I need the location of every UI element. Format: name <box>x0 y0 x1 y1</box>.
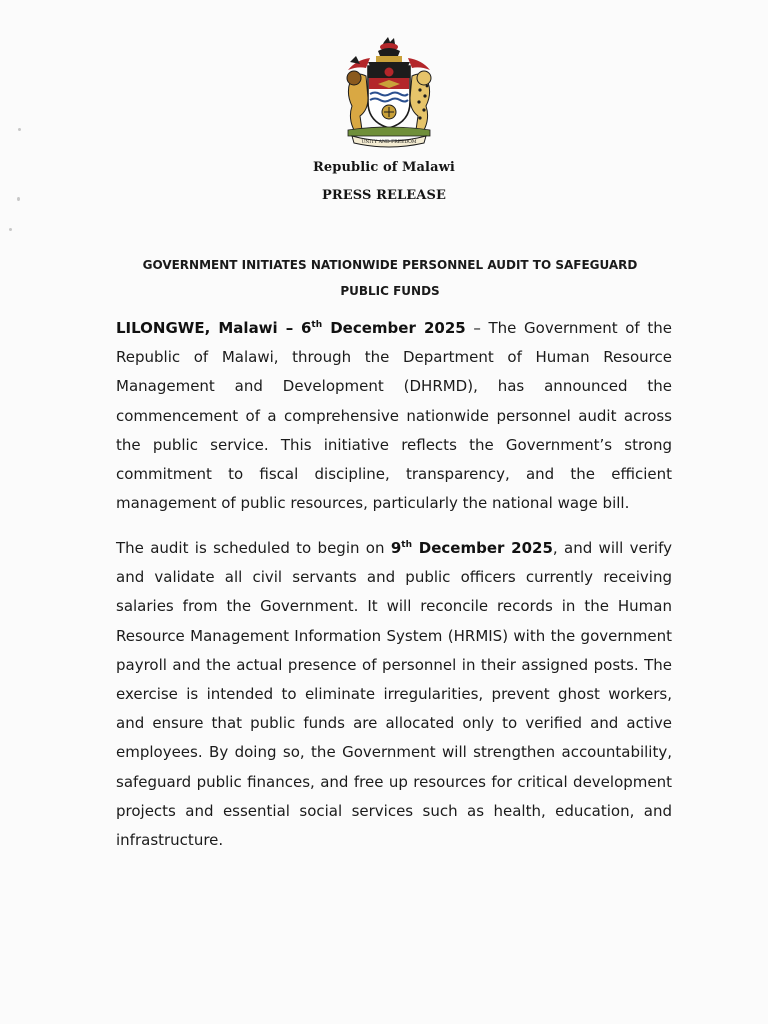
dateline-month-year: December 2025 <box>330 319 466 337</box>
motto-text: UNITY AND FREEDOM <box>361 140 417 145</box>
paragraph-1-text: – The Government of the Republic of Malawi, through the Department of Human Resource Management and Development (DHRMD), has announced the commencement of a comprehensive nationwide personnel audit across the public service. This initiative reflects the Government’s strong commitment to fiscal discipline, transparency, and the efficient management of public resources, particularly the national wage bill. <box>116 319 672 513</box>
audit-start-day: 9 <box>390 539 402 557</box>
dateline-date <box>301 319 466 337</box>
scan-speck <box>18 128 21 131</box>
release-headline <box>100 252 680 304</box>
paragraph-2 <box>116 534 672 855</box>
document-type: PRESS RELEASE <box>322 188 446 203</box>
headline-line: GOVERNMENT INITIATES NATIONWIDE PERSONNEL AUDIT TO SAFEGUARD <box>142 258 638 272</box>
issuer-name: Republic of Malawi <box>313 160 455 175</box>
coat-of-arms-icon <box>326 36 452 148</box>
leopard-supporter-icon <box>410 71 431 130</box>
dateline-day-suffix: th <box>311 320 323 330</box>
dateline-day: 6 <box>300 319 312 337</box>
paragraph-1 <box>116 314 672 518</box>
scan-speck <box>9 228 12 231</box>
paragraph-2-text: , and will verify and validate all civil servants and public officers currently receiving salaries from the Government. It will reconcile records in the Human Resource Management Information System (HRMIS) with the government payroll and the actual presence of personnel in their assigned posts. The exercise is intended to eliminate irregularities, prevent ghost workers, and ensure that public funds are allocated only to verified and active employees. By doing so, the Government will strengthen accountability, safeguard public finances, and free up resources for critical development projects and essential social services such as health, education, and infrastructure. <box>116 539 672 850</box>
audit-start-month-year: December 2025 <box>418 539 553 557</box>
paragraph-2-intro: The audit is scheduled to begin on <box>116 539 385 557</box>
headline-line: PUBLIC FUNDS <box>340 284 440 298</box>
audit-start-day-suffix: th <box>401 540 412 550</box>
motto-scroll <box>352 136 426 147</box>
crest-icon <box>378 37 400 56</box>
dateline-place: LILONGWE, Malawi – <box>116 319 294 337</box>
audit-start-date <box>391 539 553 557</box>
shield-icon <box>368 66 410 128</box>
